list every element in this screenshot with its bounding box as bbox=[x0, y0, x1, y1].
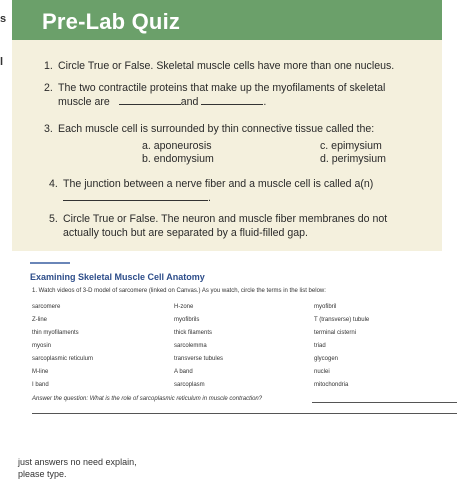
question-number: 2. bbox=[44, 82, 53, 94]
term[interactable]: terminal cisterni bbox=[314, 330, 357, 336]
worksheet-instruction: 1. Watch videos of 3-D model of sarcomere (linked on Canvas.) As you watch, circle the terms in the list below: bbox=[32, 288, 326, 294]
term[interactable]: myosin bbox=[32, 343, 52, 349]
answer-blank[interactable] bbox=[201, 95, 263, 105]
term[interactable]: triad bbox=[314, 343, 326, 349]
term[interactable]: sarcoplasmic reticulum bbox=[32, 356, 94, 362]
question-5 bbox=[49, 212, 444, 240]
question-number: 5. bbox=[49, 213, 58, 225]
worksheet-title: Examining Skeletal Muscle Cell Anatomy bbox=[30, 272, 205, 282]
question-text: Circle True or False. Skeletal muscle cells have more than one nucleus. bbox=[58, 60, 395, 72]
choice-c[interactable]: c. epimysium bbox=[320, 140, 382, 152]
question-text: The two contractile proteins that make up the myofilaments of skeletal bbox=[58, 82, 386, 94]
term[interactable]: sarcoplasm bbox=[174, 382, 205, 388]
section-rule bbox=[30, 262, 70, 264]
question-text: muscle are bbox=[58, 96, 110, 108]
answer-line[interactable] bbox=[32, 413, 457, 414]
note-line-1: just answers no need explain, bbox=[18, 457, 137, 467]
term[interactable]: thick filaments bbox=[174, 330, 213, 336]
term[interactable]: I band bbox=[32, 382, 49, 388]
question-1 bbox=[44, 59, 439, 73]
question-text: The junction between a nerve fiber and a muscle cell is called a(n) bbox=[63, 178, 374, 190]
term[interactable]: thin myofilaments bbox=[32, 330, 79, 336]
term[interactable]: sarcolemma bbox=[174, 343, 207, 349]
term[interactable]: A band bbox=[174, 369, 193, 375]
term[interactable]: glycogen bbox=[314, 356, 339, 362]
answer-line[interactable] bbox=[312, 402, 457, 403]
worksheet-section bbox=[30, 262, 470, 422]
note-line-2: please type. bbox=[18, 469, 67, 479]
answer-blank[interactable] bbox=[119, 95, 181, 105]
question-text: . bbox=[208, 192, 211, 204]
question-2 bbox=[44, 81, 439, 109]
term[interactable]: myofibrils bbox=[174, 317, 200, 323]
question-number: 3. bbox=[44, 123, 53, 135]
term[interactable]: transverse tubules bbox=[174, 356, 224, 362]
term[interactable]: nuclei bbox=[314, 369, 330, 375]
choice-d[interactable]: d. perimysium bbox=[320, 153, 386, 165]
choice-a[interactable]: a. aponeurosis bbox=[142, 140, 212, 152]
worksheet-question: Answer the question: What is the role of sarcoplasmic reticulum in muscle contraction? bbox=[32, 396, 263, 402]
answer-blank[interactable] bbox=[63, 191, 208, 201]
question-text: actually touch but are separated by a fluid-filled gap. bbox=[63, 227, 308, 239]
question-text: . bbox=[263, 96, 267, 108]
term[interactable]: H-zone bbox=[174, 304, 194, 310]
margin-mark: l bbox=[0, 56, 4, 68]
question-number: 4. bbox=[49, 178, 58, 190]
question-3-choices bbox=[142, 140, 412, 170]
choice-b[interactable]: b. endomysium bbox=[142, 153, 214, 165]
term[interactable]: Z-line bbox=[32, 317, 48, 323]
term[interactable]: T (transverse) tubule bbox=[314, 317, 370, 323]
question-text: Circle True or False. The neuron and muscle fiber membranes do not bbox=[63, 213, 388, 225]
question-3 bbox=[44, 122, 439, 136]
term[interactable]: mitochondria bbox=[314, 382, 349, 388]
quiz-title: Pre-Lab Quiz bbox=[42, 9, 181, 34]
term[interactable]: M-line bbox=[32, 369, 49, 375]
margin-mark: s bbox=[0, 13, 7, 25]
term[interactable]: sarcomere bbox=[32, 304, 61, 310]
question-text: and bbox=[180, 96, 199, 108]
question-text: Each muscle cell is surrounded by thin connective tissue called the: bbox=[58, 123, 375, 135]
question-number: 1. bbox=[44, 60, 53, 72]
term[interactable]: myofibril bbox=[314, 304, 337, 310]
quiz-header bbox=[12, 0, 442, 40]
question-4 bbox=[49, 177, 444, 205]
